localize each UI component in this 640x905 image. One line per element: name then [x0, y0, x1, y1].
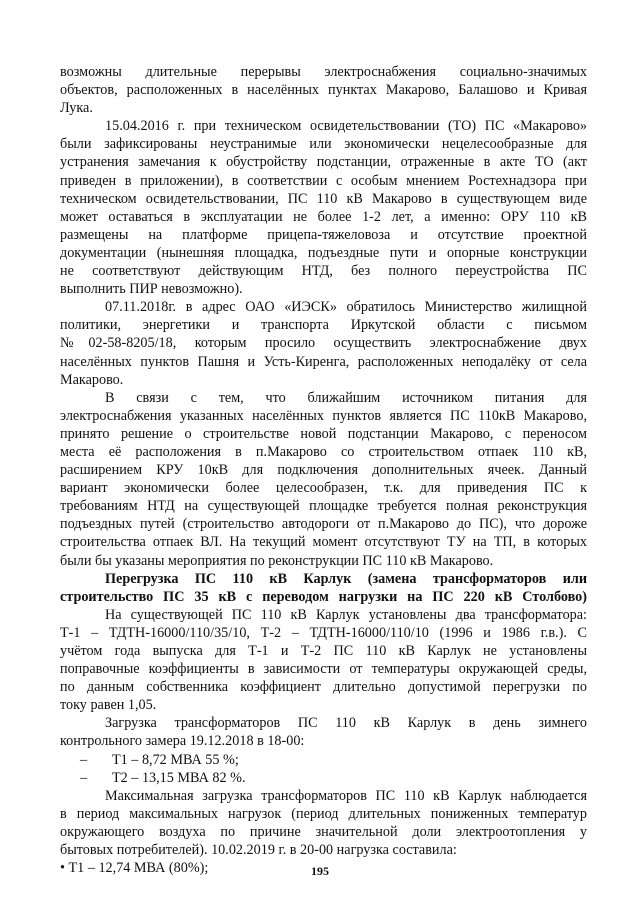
text-line: Лука. [60, 100, 93, 117]
text-line: Загрузка трансформаторов ПС 110 кВ Карлук в день зимнего [105, 715, 587, 732]
text-line: Т-1 – ТДТН-16000/110/35/10, Т-2 – ТДТН-16000/110/10 (1996 и 1986 г.в.). С [60, 624, 587, 641]
text-line: возможны длительные перерывы электроснабжения социально-значимых [60, 64, 587, 80]
text-line: бытовых потребителей). 10.02.2019 г. в 20-00 нагрузка составила: [60, 842, 457, 859]
text-line: политики, энергетики и транспорта Иркутской области с письмом [60, 317, 587, 334]
dash-marker: – [80, 751, 88, 768]
text-line: документации (нынешняя площадка, подъездные пути и опорные конструкции [60, 244, 587, 261]
text-line: 15.04.2016 г. при техническом освидетельствовании (ТО) ПС «Макарово» [105, 118, 587, 135]
text-line: №02-58-8205/18, которым просило осуществить электроснабжение двух [60, 335, 587, 352]
text-line: принято решение о строительстве новой подстанции Макарово, с переносом [60, 425, 587, 442]
text-line: На существующей ПС 110 кВ Карлук установлены два трансформатора: [105, 606, 587, 623]
text-line: в период максимальных нагрузок (период длительных пониженных температур [60, 805, 587, 822]
list-item-text: Т2 – 13,15 МВА 82 %. [112, 769, 246, 786]
text-line: может оставаться в эксплуатации не более 1-2 лет, а именно: ОРУ 110 кВ [60, 208, 587, 225]
list-item-text: Т1 – 8,72 МВА 55 %; [112, 751, 239, 768]
text-line: объектов, расположенных в населённых пунктах Макарово, Балашово и Кривая [60, 82, 587, 99]
text-line: приведен в приложении), в соответствии с особым мнением Ростехнадзора при [60, 172, 587, 189]
list-item [60, 751, 587, 769]
bullet-marker: • [60, 860, 65, 877]
paragraph-4 [60, 389, 587, 570]
text-line: техническом освидетельствовании, ПС 110 кВ Макарово в существующем виде [60, 190, 587, 207]
paragraph-3 [60, 298, 587, 388]
text-line: подъездных путей (строительство автодороги от п.Макарово до ПС), что дороже [60, 516, 587, 533]
text-line: поправочные коэффициенты в зависимости от температуры окружающей среды, [60, 661, 587, 678]
document-body [60, 63, 587, 877]
text-line: строительства отпаек ВЛ. На текущий момент отсутствуют ТУ на ТП, в которых [60, 534, 587, 551]
text-line: Макарово. [60, 371, 124, 388]
paragraph-1 [60, 63, 587, 117]
text-line: места её расположения в п.Макарово со строительством отпаек 110 кВ, [60, 443, 587, 460]
text-line: по данным собственника коэффициент длительно допустимой перегрузки по [60, 679, 587, 696]
text-line: выполнить ПИР невозможно). [60, 281, 243, 298]
text-line: устранения замечания к обустройству подстанции, отраженные в акте ТО (акт [60, 154, 587, 171]
paragraph-2 [60, 117, 587, 298]
text-line: электроснабжения указанных населённых пунктов является ПС 110кВ Макарово, [60, 407, 587, 424]
text-line: контрольного замера 19.12.2018 в 18-00: [60, 733, 305, 750]
text-line: не соответствуют действующим НТД, без полного переустройства ПС [60, 263, 587, 280]
section-heading [60, 570, 587, 606]
text-line: вариант экономически более целесообразен, т.к. для приведения ПС к [60, 480, 587, 497]
text-line: учётом года выпуска для Т-1 и Т-2 ПС 110 кВ Карлук не установлены [60, 643, 587, 659]
text-line: В связи с тем, что ближайшим источником питания для [105, 389, 587, 406]
text-line: были бы указаны мероприятия по реконструкции ПС 110 кВ Макарово. [60, 552, 494, 569]
paragraph-7 [60, 787, 587, 859]
text-line: Максимальная загрузка трансформаторов ПС 110 кВ Карлук наблюдается [105, 787, 587, 804]
heading-line: Перегрузка ПС 110 кВ Карлук (замена трансформаторов или [105, 570, 587, 587]
dash-marker: – [80, 769, 88, 786]
text-line: току равен 1,05. [60, 697, 157, 714]
paragraph-6 [60, 714, 587, 750]
text-line: 07.11.2018г. в адрес ОАО «ИЭСК» обратилось Министерство жилищной [105, 299, 587, 316]
text-line: требованиям НТД на существующей площадке требуется полная реконструкция [60, 498, 587, 515]
list-item-text: Т1 – 12,74 МВА (80%); [68, 860, 209, 877]
text-line: расширением КРУ 10кВ для подключения дополнительных ячеек. Данный [60, 462, 587, 479]
page-number: 195 [311, 864, 329, 878]
dash-list [60, 751, 587, 787]
text-line: размещены на платформе прицепа-тяжеловоза и отсутствие проектной [60, 226, 587, 243]
heading-line: строительство ПС 35 кВ с переводом нагрузки на ПС 220 кВ Столбово) [60, 588, 587, 605]
paragraph-5 [60, 606, 587, 715]
text-line: населённых пунктов Пашня и Усть-Киренга, расположенных неподалёку от села [60, 353, 587, 370]
list-item [60, 769, 587, 787]
text-line: окружающего воздуха по причине значительной доли электроотопления у [60, 823, 587, 840]
text-line: были зафиксированы неустранимые или экономически нецелесообразные для [60, 136, 587, 153]
